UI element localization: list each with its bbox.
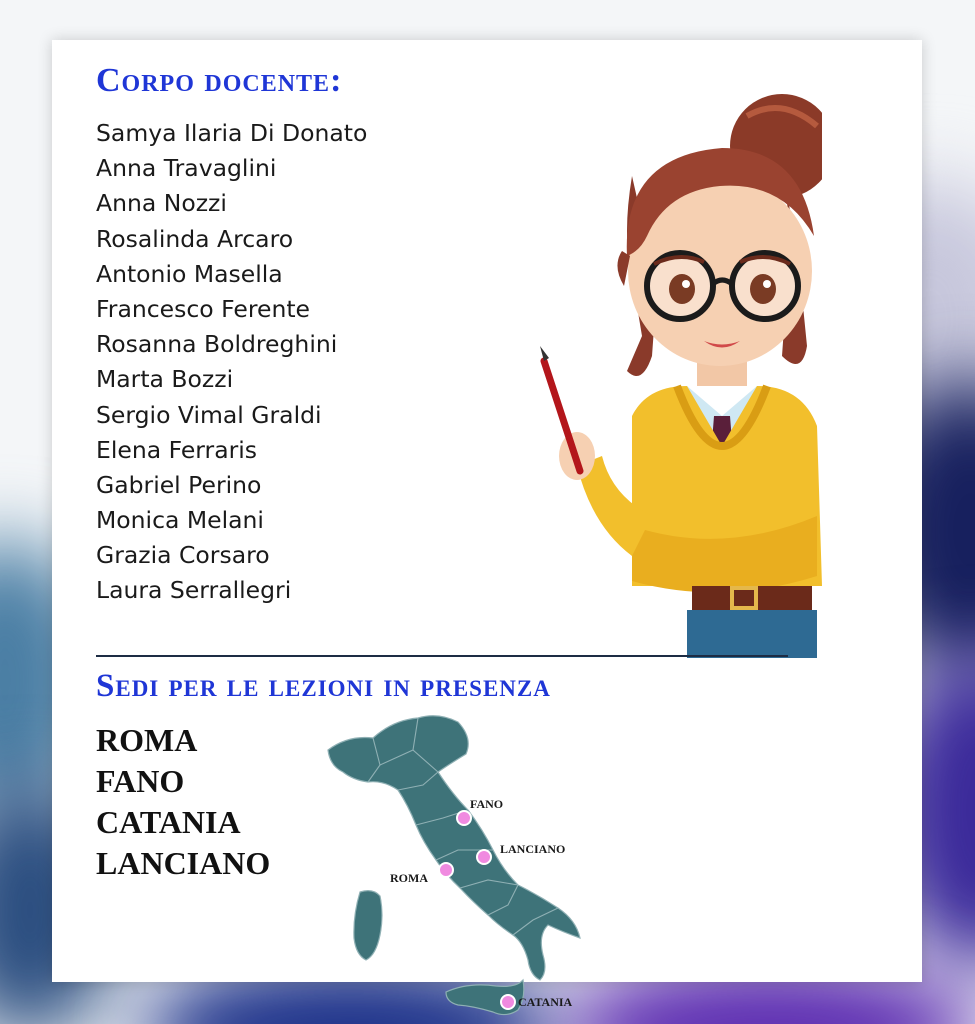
city-list — [96, 720, 270, 884]
teacher-illustration — [482, 86, 822, 658]
map-label-catania: CATANIA — [518, 995, 573, 1009]
map-label-roma: ROMA — [390, 871, 428, 885]
teacher-name: Laura Serrallegri — [96, 576, 292, 605]
teacher-list — [96, 116, 367, 609]
teacher-name: Gabriel Perino — [96, 470, 262, 499]
teacher-name: Samya Ilaria Di Donato — [96, 119, 368, 147]
catania-marker — [501, 995, 515, 1009]
teacher-name: Monica Melani — [96, 506, 264, 535]
teacher-name: Anna Travaglini — [96, 154, 277, 183]
teacher-name: Sergio Vimal Graldi — [96, 400, 322, 429]
locations-heading: Sedi per le lezioni in presenza — [96, 668, 551, 704]
fano-marker — [457, 811, 471, 825]
teacher-name: Francesco Ferente — [96, 294, 311, 323]
teachers-heading: Corpo docente: — [96, 62, 343, 99]
city-name: LANCIANO — [96, 845, 271, 881]
roma-marker — [439, 863, 453, 877]
teacher-name: Rosalinda Arcaro — [96, 224, 294, 253]
teacher-name: Rosanna Boldreghini — [96, 330, 338, 359]
teacher-name: Marta Bozzi — [96, 365, 234, 394]
teacher-name: Grazia Corsaro — [96, 541, 270, 570]
map-label-fano: FANO — [470, 797, 504, 811]
lanciano-marker — [477, 850, 491, 864]
map-label-lanciano: LANCIANO — [500, 842, 566, 856]
teacher-name: Anna Nozzi — [96, 189, 227, 218]
city-name: CATANIA — [96, 804, 241, 840]
city-name: FANO — [96, 763, 185, 799]
city-name: ROMA — [96, 722, 198, 758]
teacher-name: Antonio Masella — [96, 259, 283, 288]
teacher-name: Elena Ferraris — [96, 435, 258, 464]
section-divider — [96, 655, 788, 657]
italy-map — [318, 710, 590, 1022]
